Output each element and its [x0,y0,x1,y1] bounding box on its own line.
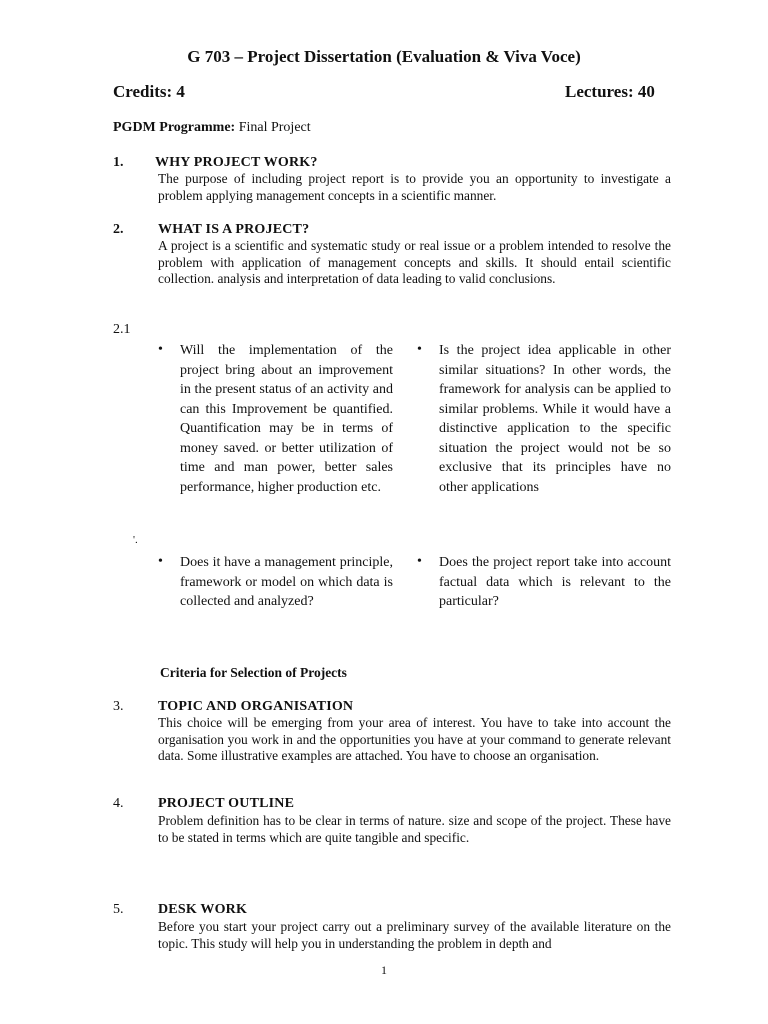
stray-mark: '. [133,534,138,546]
lectures-label: Lectures: 40 [565,82,655,101]
bullet-text: Does the project report take into account factual data which is relevant to the particular? [439,555,671,609]
section-body: Before you start your project carry out a preliminary survey of the available literature on the topic. This study will help you in understanding the problem in depth and [158,919,671,951]
section-number: 4. [113,796,124,811]
section-number: 3. [113,699,124,714]
section-heading: WHAT IS A PROJECT? [158,222,310,237]
credits-label: Credits: 4 [113,82,185,101]
criteria-heading: Criteria for Selection of Projects [160,665,347,680]
section-body: This choice will be emerging from your area of interest. You have to take into account the organisation you work in and the opportunities you have at your command to generate relevant data. Some illustrative examples are attached. You have to choose an organisation. [158,715,671,764]
bullet-marker: • [158,342,163,357]
section-heading: DESK WORK [158,902,248,917]
bullet-marker: • [417,342,422,357]
bullet-text: Does it have a management principle, framework or model on which data is collected and analyzed? [180,555,393,609]
bullet-marker: • [417,554,422,569]
programme-line [113,120,311,136]
section-number: 2. [113,222,124,237]
page-number: 1 [381,963,387,977]
section-heading: PROJECT OUTLINE [158,796,295,811]
section-body: The purpose of including project report is to provide you an opportunity to investigate a problem applying management concepts in a scientific manner. [158,171,671,203]
bullet-marker: • [158,554,163,569]
section-heading: TOPIC AND ORGANISATION [158,699,354,714]
section-heading: WHY PROJECT WORK? [155,155,318,170]
section-number: 5. [113,902,124,917]
document-title: G 703 – Project Dissertation (Evaluation & Viva Voce) [187,47,581,66]
section-number: 1. [113,155,124,170]
section-body: Problem definition has to be clear in terms of nature. size and scope of the project. These have to be stated in terms which are quite tangible and specific. [158,813,671,845]
bullet-text: Is the project idea applicable in other similar situations? In other words, the framework for analysis can be applied to similar problems. While it would have a distinctive application to the specific situation the project would not be so exclusive that its principles have no other applications [439,343,671,495]
programme-label: PGDM Programme: [113,120,236,135]
subsection-number: 2.1 [113,322,131,337]
section-body: A project is a scientific and systematic study or real issue or a problem intended to resolve the problem with application of management concepts and skills. It should entail scientific collection. analysis and interpretation of data leading to valid conclusions. [158,238,671,287]
programme-value: Final Project [235,120,311,135]
bullet-text: Will the implementation of the project bring about an improvement in the present status of an activity and can this Improvement be quantified. Quantification may be in terms of money saved. or better utilization of time and man power, better sales performance, higher production etc. [180,343,393,495]
